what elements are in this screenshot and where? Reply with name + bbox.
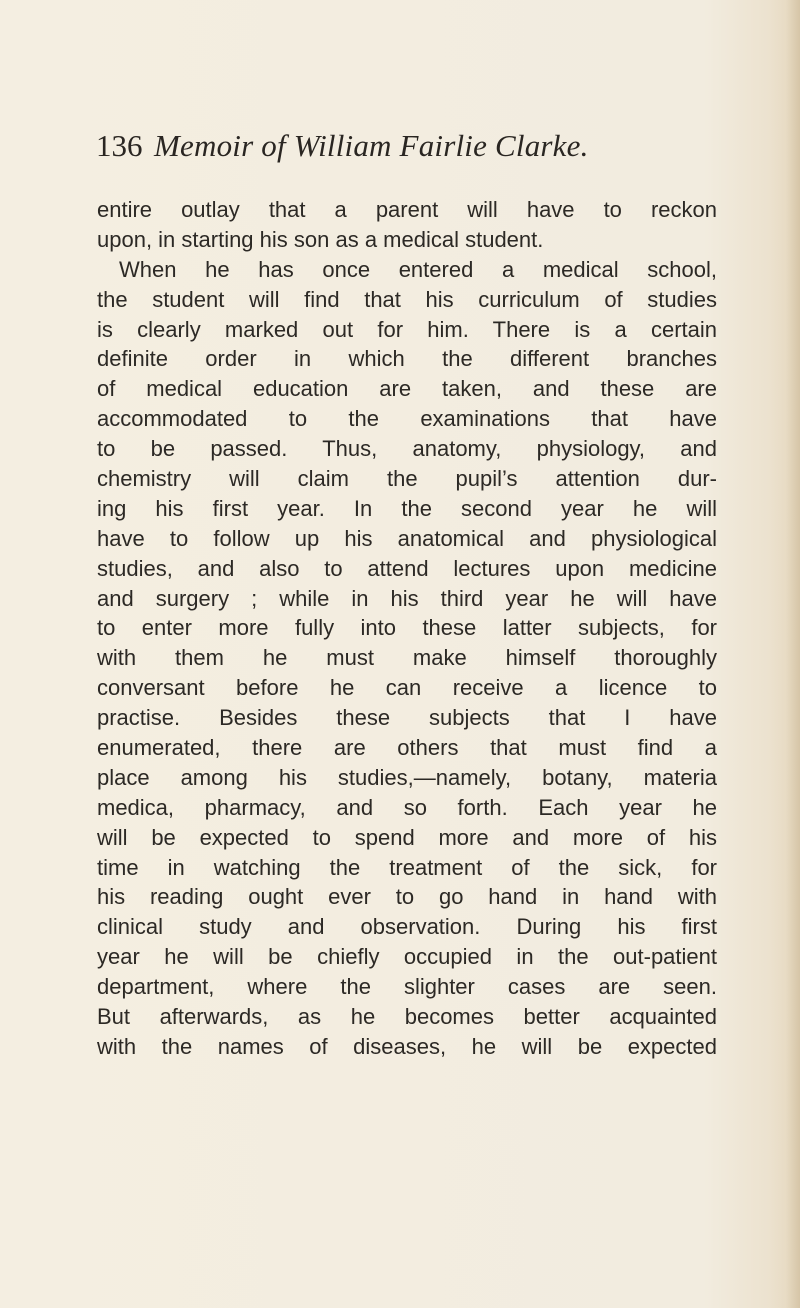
text-line: definite order in which the different branches	[97, 346, 717, 372]
text-line: medica, pharmacy, and so forth. Each year he	[97, 794, 717, 820]
text-line: to be passed. Thus, anatomy, physiology, and	[97, 436, 717, 462]
text-line: practise. Besides these subjects that I have	[97, 705, 717, 731]
text-line: clinical study and observation. During his first	[97, 914, 717, 940]
text-line: the student will find that his curriculum of studies	[97, 286, 717, 312]
running-header	[96, 126, 716, 170]
page-edge-shadow	[786, 0, 800, 1308]
text-line: conversant before he can receive a licence to	[97, 675, 717, 701]
text-line: will be expected to spend more and more of his	[97, 824, 717, 850]
text-line: accommodated to the examinations that have	[97, 406, 717, 432]
text-line: year he will be chiefly occupied in the out-patient	[97, 944, 717, 970]
text-line: ing his first year. In the second year he will	[97, 495, 717, 521]
text-line: his reading ought ever to go hand in hand with	[97, 884, 717, 910]
text-line: department, where the slighter cases are seen.	[97, 974, 717, 1000]
text-line: time in watching the treatment of the sick, for	[97, 854, 717, 880]
text-line: with them he must make himself thoroughly	[97, 645, 717, 671]
text-line: enumerated, there are others that must find a	[97, 735, 717, 761]
text-line: When he has once entered a medical school,	[119, 256, 717, 282]
text-line: and surgery ; while in his third year he will have	[97, 585, 717, 611]
text-line: But afterwards, as he becomes better acquainted	[97, 1004, 717, 1030]
text-line: entire outlay that a parent will have to reckon	[97, 197, 717, 222]
running-title: Memoir of William Fairlie Clarke.	[154, 128, 589, 163]
text-line: with the names of diseases, he will be expected	[97, 1033, 717, 1059]
page-number: 136	[96, 128, 143, 163]
text-line: have to follow up his anatomical and physiological	[97, 525, 717, 551]
body-text	[97, 195, 717, 1062]
text-line: place among his studies,—namely, botany, materia	[97, 764, 717, 790]
text-line: is clearly marked out for him. There is a certain	[97, 316, 717, 342]
text-line: chemistry will claim the pupil’s attention dur-	[97, 466, 717, 492]
text-line: of medical education are taken, and these are	[97, 376, 717, 402]
text-line: to enter more fully into these latter subjects, for	[97, 615, 717, 641]
text-line: upon, in starting his son as a medical student.	[97, 226, 544, 252]
text-line: studies, and also to attend lectures upon medicine	[97, 555, 717, 581]
